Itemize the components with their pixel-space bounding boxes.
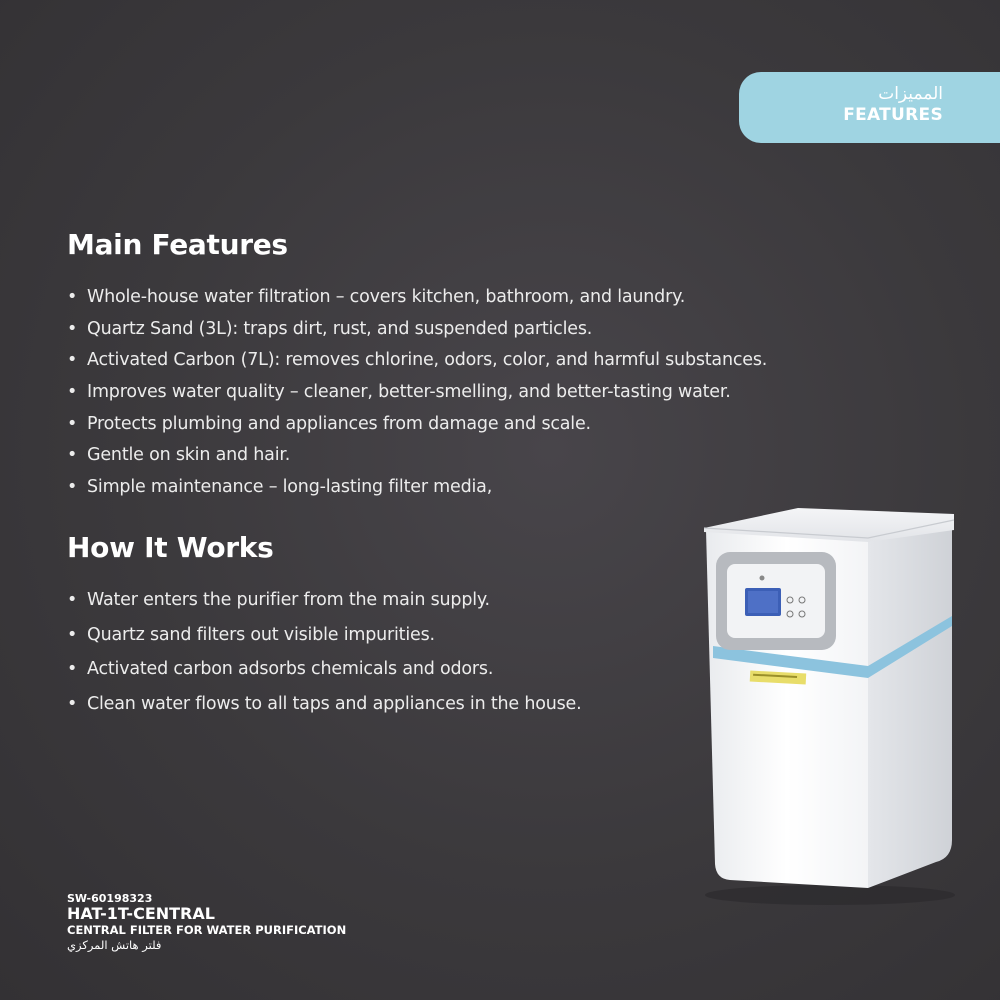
brand-logo-icon bbox=[760, 576, 765, 581]
feature-item: • Protects plumbing and appliances from damage and scale. bbox=[67, 412, 767, 444]
step-item: • Activated carbon adsorbs chemicals and odors. bbox=[67, 657, 581, 692]
arabic-product-name: فلتر هاتش المركزي bbox=[67, 938, 162, 952]
feature-item: • Gentle on skin and hair. bbox=[67, 443, 767, 475]
feature-item: • Activated Carbon (7L): removes chlorine, odors, color, and harmful substances. bbox=[67, 348, 767, 380]
feature-item: • Simple maintenance – long-lasting filter media, bbox=[67, 475, 767, 507]
lcd-screen-glow bbox=[748, 591, 778, 613]
step-item: • Quartz sand filters out visible impurities. bbox=[67, 623, 581, 658]
product-footer bbox=[67, 892, 346, 953]
product-description: CENTRAL FILTER FOR WATER PURIFICATION bbox=[67, 923, 347, 937]
feature-item: • Quartz Sand (3L): traps dirt, rust, and suspended particles. bbox=[67, 317, 767, 349]
how-it-works-title: How It Works bbox=[67, 531, 274, 564]
product-shadow bbox=[705, 885, 955, 905]
badge-english-label: FEATURES bbox=[843, 105, 943, 125]
feature-item: • Whole-house water filtration – covers kitchen, bathroom, and laundry. bbox=[67, 285, 767, 317]
features-badge bbox=[739, 72, 1000, 143]
how-it-works-list bbox=[67, 588, 581, 726]
product-side-panel bbox=[868, 522, 952, 888]
badge-arabic-label: المميزات bbox=[878, 84, 943, 104]
water-filter-product-image bbox=[690, 490, 970, 910]
sku-code: SW-60198323 bbox=[67, 892, 153, 905]
main-features-list bbox=[67, 285, 767, 507]
feature-item: • Improves water quality – cleaner, better-smelling, and better-tasting water. bbox=[67, 380, 767, 412]
step-item: • Clean water flows to all taps and appliances in the house. bbox=[67, 692, 581, 727]
main-features-title: Main Features bbox=[67, 228, 288, 261]
step-item: • Water enters the purifier from the main supply. bbox=[67, 588, 581, 623]
model-name: HAT-1T-CENTRAL bbox=[67, 904, 215, 923]
